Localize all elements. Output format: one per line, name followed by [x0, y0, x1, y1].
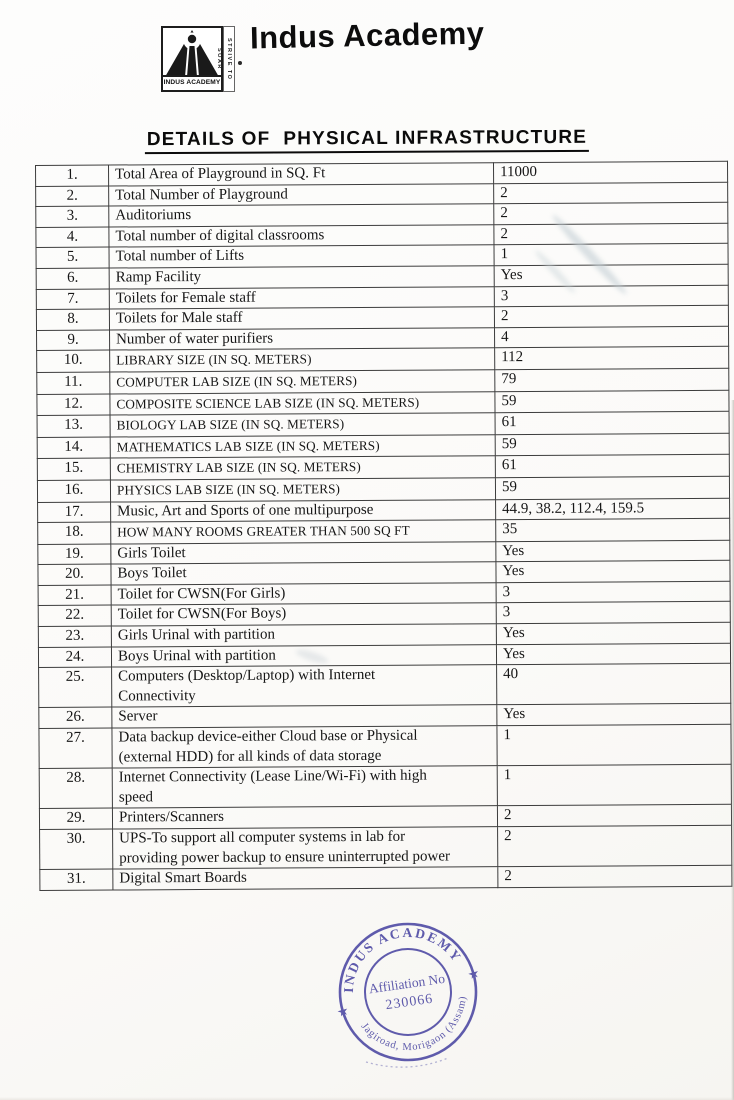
row-item — [109, 224, 494, 247]
ink-dot — [238, 61, 242, 65]
row-item — [113, 827, 498, 870]
row-number: 4. — [36, 227, 109, 248]
row-item — [109, 286, 494, 309]
row-value: 2 — [494, 305, 728, 327]
row-item-text: LIBRARY SIZE (IN SQ. METERS) — [116, 351, 312, 368]
logo-triangle-icon — [164, 29, 220, 78]
row-item-text: Toilets for Male staff — [115, 309, 243, 327]
row-item-text: Printers/Scanners — [118, 809, 225, 826]
row-value: Yes — [496, 643, 730, 665]
row-item-text: Internet Connectivity (Lease Line/Wi-Fi) with high speed — [118, 767, 427, 806]
logo-motto-vertical: STRIVE TO SOAR — [223, 26, 235, 92]
row-item-text: Total Area of Playground in SQ. Ft — [115, 165, 326, 183]
stamp-affiliation-number: 230066 — [384, 991, 435, 1014]
row-value: 3 — [496, 602, 730, 624]
row-value: 3 — [494, 285, 728, 307]
row-value: 35 — [496, 518, 730, 541]
row-item — [109, 204, 494, 227]
row-number: 8. — [36, 309, 109, 330]
row-number: 23. — [38, 626, 111, 647]
row-value: 3 — [496, 581, 730, 603]
row-item-text: COMPOSITE SCIENCE LAB SIZE (IN SQ. METERS) — [116, 394, 420, 412]
table-row — [40, 825, 732, 869]
row-value: 61 — [495, 455, 729, 478]
stamp-affiliation-label: Affiliation No — [367, 970, 446, 997]
row-item-text: Auditoriums — [115, 207, 192, 224]
row-number: 5. — [36, 247, 109, 268]
row-value: Yes — [496, 561, 730, 583]
row-value: 1 — [494, 244, 728, 266]
row-number: 3. — [36, 206, 109, 227]
row-number: 19. — [38, 544, 111, 565]
row-value: 11000 — [493, 161, 727, 183]
row-item — [113, 867, 498, 890]
row-value: 59 — [495, 433, 729, 456]
row-item — [109, 183, 494, 206]
row-item — [111, 603, 496, 626]
row-number: 11. — [37, 372, 110, 394]
row-value: 2 — [497, 805, 731, 827]
row-item — [112, 726, 497, 769]
row-item-text: Toilets for Female staff — [115, 289, 256, 307]
table-row — [39, 724, 731, 768]
star-icon-right: ★ — [465, 964, 482, 983]
row-item — [109, 307, 494, 330]
row-value: 2 — [494, 182, 728, 204]
row-item-text: Toilet for CWSN(For Girls) — [117, 585, 286, 603]
row-number: 6. — [36, 268, 109, 289]
row-item — [110, 456, 495, 480]
row-item — [111, 520, 496, 544]
row-item-text: Computers (Desktop/Laptop) with Internet Connectivity — [118, 667, 376, 705]
row-number: 9. — [37, 330, 110, 351]
row-number: 13. — [37, 415, 110, 437]
row-item-text: Total Number of Playground — [115, 186, 288, 204]
row-item-text: PHYSICS LAB SIZE (IN SQ. METERS) — [116, 481, 341, 498]
row-number: 10. — [37, 350, 110, 372]
row-number: 31. — [40, 869, 113, 890]
document-title: DETAILS OF PHYSICAL INFRASTRUCTURE — [145, 127, 589, 154]
row-number: 17. — [38, 502, 111, 523]
row-value: 2 — [494, 223, 728, 245]
row-value: Yes — [497, 704, 731, 726]
row-value: 40 — [497, 664, 731, 706]
row-item — [109, 266, 494, 289]
infrastructure-table — [35, 161, 732, 891]
row-number: 28. — [39, 768, 112, 809]
row-number: 22. — [38, 606, 111, 627]
row-item — [111, 583, 496, 606]
row-item — [111, 499, 496, 522]
row-value: 1 — [497, 764, 731, 806]
row-item-text: Boys Urinal with partition — [117, 647, 276, 665]
row-item-text: Girls Toilet — [117, 544, 186, 562]
row-item — [111, 562, 496, 585]
row-item-text: Music, Art and Sports of one multipurpose — [117, 501, 374, 520]
row-value: Yes — [496, 540, 730, 562]
stamp-bottom-arc-text: Jagiroad, Morigaon (Assam) — [358, 995, 469, 1054]
row-item-text: Total number of Lifts — [115, 248, 245, 265]
row-number: 29. — [39, 808, 112, 829]
row-item-text: Total number of digital classrooms — [115, 227, 325, 245]
row-item — [110, 434, 495, 458]
row-item-text: HOW MANY ROOMS GREATER THAN 500 SQ FT — [117, 522, 410, 540]
row-item-text: Digital Smart Boards — [119, 869, 247, 887]
row-number: 14. — [37, 437, 110, 459]
row-item — [110, 391, 495, 415]
row-item — [112, 705, 497, 728]
row-item — [111, 624, 496, 647]
row-number: 1. — [36, 165, 109, 186]
row-item-text: COMPUTER LAB SIZE (IN SQ. METERS) — [116, 372, 358, 390]
row-number: 16. — [37, 480, 110, 502]
row-item-text: Girls Urinal with partition — [117, 626, 275, 644]
row-item — [110, 327, 495, 350]
row-number: 26. — [39, 707, 112, 728]
row-item — [109, 245, 494, 268]
star-icon-left: ★ — [335, 1002, 351, 1021]
row-item — [109, 163, 494, 186]
row-item-text: UPS-To support all computer systems in lab for providing power backup to ensure uninterrupted power — [119, 828, 451, 867]
row-value: 79 — [495, 368, 729, 391]
row-item-text: Ramp Facility — [115, 268, 202, 286]
row-value: 2 — [498, 865, 732, 887]
table-row — [40, 865, 732, 890]
row-number: 2. — [36, 186, 109, 207]
row-item — [112, 766, 497, 809]
row-item — [111, 644, 496, 667]
stamp-top-arc-text: INDUS ACADEMY — [340, 924, 465, 994]
row-number: 20. — [38, 564, 111, 585]
row-value: 1 — [497, 724, 731, 766]
row-number: 24. — [38, 647, 111, 668]
row-number: 12. — [37, 394, 110, 416]
row-value: Yes — [494, 264, 728, 286]
row-number: 30. — [40, 829, 113, 870]
row-value: 44.9, 38.2, 112.4, 159.5 — [496, 498, 730, 520]
row-item-text: CHEMISTRY LAB SIZE (IN SQ. METERS) — [116, 459, 361, 476]
affiliation-stamp — [320, 904, 496, 1080]
logo-name-label: INDUS ACADEMY — [163, 75, 221, 90]
row-value: Yes — [496, 622, 730, 644]
row-number: 15. — [37, 458, 110, 480]
row-item-text: BIOLOGY LAB SIZE (IN SQ. METERS) — [116, 416, 345, 433]
row-value: 61 — [495, 411, 729, 434]
row-number: 7. — [36, 289, 109, 310]
row-item-text: Data backup device-either Cloud base or Physical (external HDD) for all kinds of data storage — [118, 727, 418, 766]
table-row — [39, 664, 731, 708]
row-item — [110, 370, 495, 394]
school-name-title: Indus Academy — [249, 15, 485, 56]
row-item-text: MATHEMATICS LAB SIZE (IN SQ. METERS) — [116, 437, 380, 455]
row-value: 2 — [494, 202, 728, 224]
row-number: 21. — [38, 585, 111, 606]
row-item — [110, 413, 495, 437]
row-number: 18. — [38, 522, 111, 544]
row-item — [110, 478, 495, 502]
row-item-text: Server — [118, 708, 158, 725]
row-item — [111, 541, 496, 564]
row-item — [112, 665, 497, 708]
row-item-text: Boys Toilet — [117, 565, 187, 582]
table-row — [39, 764, 731, 808]
row-value: 59 — [495, 390, 729, 413]
row-value: 112 — [495, 347, 729, 370]
row-item-text: Toilet for CWSN(For Boys) — [117, 605, 287, 623]
row-value: 2 — [498, 825, 732, 867]
row-value: 59 — [495, 476, 729, 499]
row-item-text: Number of water purifiers — [116, 330, 274, 348]
row-value: 4 — [495, 326, 729, 348]
row-number: 25. — [39, 667, 112, 708]
row-number: 27. — [39, 728, 112, 769]
row-item — [110, 348, 495, 372]
row-item — [112, 806, 497, 829]
